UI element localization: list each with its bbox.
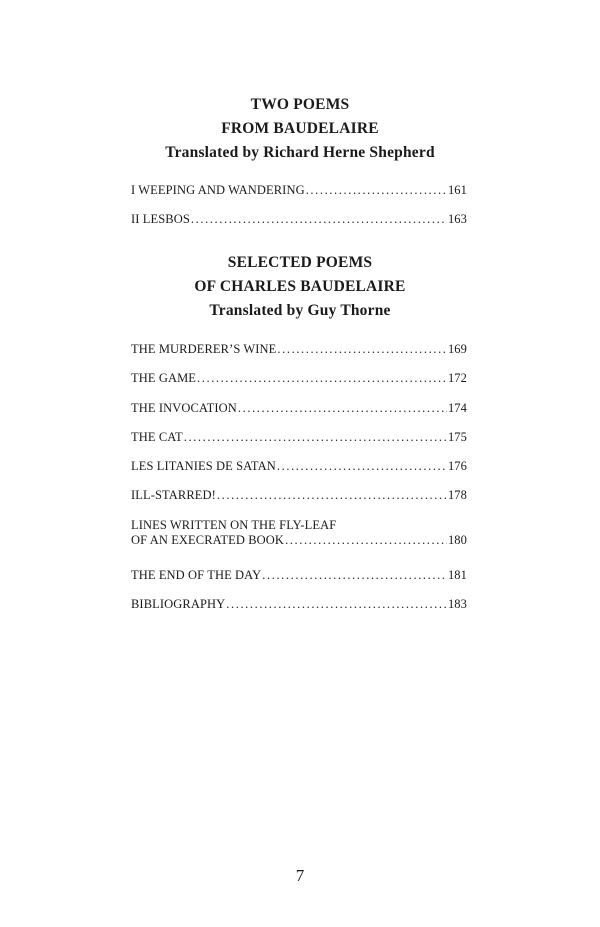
dot-leader [184, 430, 447, 445]
page-number: 7 [295, 866, 305, 885]
toc-entry[interactable] [131, 459, 467, 488]
heading-line: Translated by Richard Herne Shepherd [165, 144, 435, 161]
toc-entry-page: 175 [447, 429, 467, 444]
heading-line: SELECTED POEMS [227, 254, 373, 271]
toc-entry[interactable] [131, 597, 467, 626]
heading-line: TWO POEMS [250, 96, 350, 113]
toc-entry[interactable] [131, 371, 467, 400]
dot-leader [277, 342, 447, 357]
toc-entry-page: 161 [447, 183, 467, 197]
heading-line: Translated by Guy Thorne [209, 302, 391, 319]
heading-line: OF CHARLES BAUDELAIRE [194, 278, 406, 295]
toc-entry[interactable] [131, 212, 467, 241]
section-heading-selected-poems [0, 251, 600, 323]
toc-entry-title: THE END OF THE DAY [131, 567, 262, 582]
dot-leader [262, 568, 447, 583]
dot-leader [217, 488, 447, 503]
dot-leader [238, 401, 447, 416]
toc-entry-title: ILL-STARRED! [131, 488, 216, 503]
toc-entry-page: 174 [447, 400, 467, 415]
toc-entry-page: 178 [447, 488, 467, 503]
toc-list-section2 [131, 342, 467, 626]
toc-entry-title: THE GAME [131, 371, 197, 386]
toc-entry-page: 180 [447, 532, 467, 547]
dot-leader [197, 371, 447, 386]
toc-entry-page: 169 [447, 342, 467, 356]
toc-entry[interactable] [131, 430, 467, 459]
dot-leader [285, 533, 447, 548]
toc-entry-page: 176 [447, 459, 467, 474]
dot-leader [226, 597, 447, 612]
toc-entry-title: LES LITANIES DE SATAN [131, 459, 276, 474]
toc-list-section1 [131, 183, 467, 242]
toc-entry-title: BIBLIOGRAPHY [131, 597, 226, 612]
toc-entry-title: THE CAT [131, 429, 183, 444]
toc-entry-title: I WEEPING AND WANDERING [131, 183, 305, 197]
dot-leader [191, 212, 447, 227]
toc-entry[interactable] [131, 401, 467, 430]
toc-entry-title: OF AN EXECRATED BOOK [131, 532, 285, 547]
dot-leader [306, 183, 447, 198]
dot-leader [277, 459, 447, 474]
toc-entry-page: 183 [447, 597, 467, 612]
heading-line: FROM BAUDELAIRE [221, 120, 379, 137]
toc-entry[interactable] [131, 568, 467, 597]
toc-entry-title: THE INVOCATION [131, 400, 237, 415]
toc-entry[interactable] [131, 518, 467, 568]
toc-entry-title: THE MURDERER’S WINE [131, 342, 277, 356]
toc-entry-page: 181 [447, 567, 467, 582]
toc-entry-page: 172 [447, 371, 467, 386]
toc-entry-title-line1: LINES WRITTEN ON THE FLY-LEAF [131, 517, 337, 532]
toc-entry[interactable] [131, 183, 467, 212]
toc-entry[interactable] [131, 342, 467, 371]
toc-entry-title: II LESBOS [131, 212, 190, 227]
toc-entry[interactable] [131, 488, 467, 517]
section-heading-two-poems [0, 93, 600, 165]
toc-entry-page: 163 [447, 212, 467, 227]
